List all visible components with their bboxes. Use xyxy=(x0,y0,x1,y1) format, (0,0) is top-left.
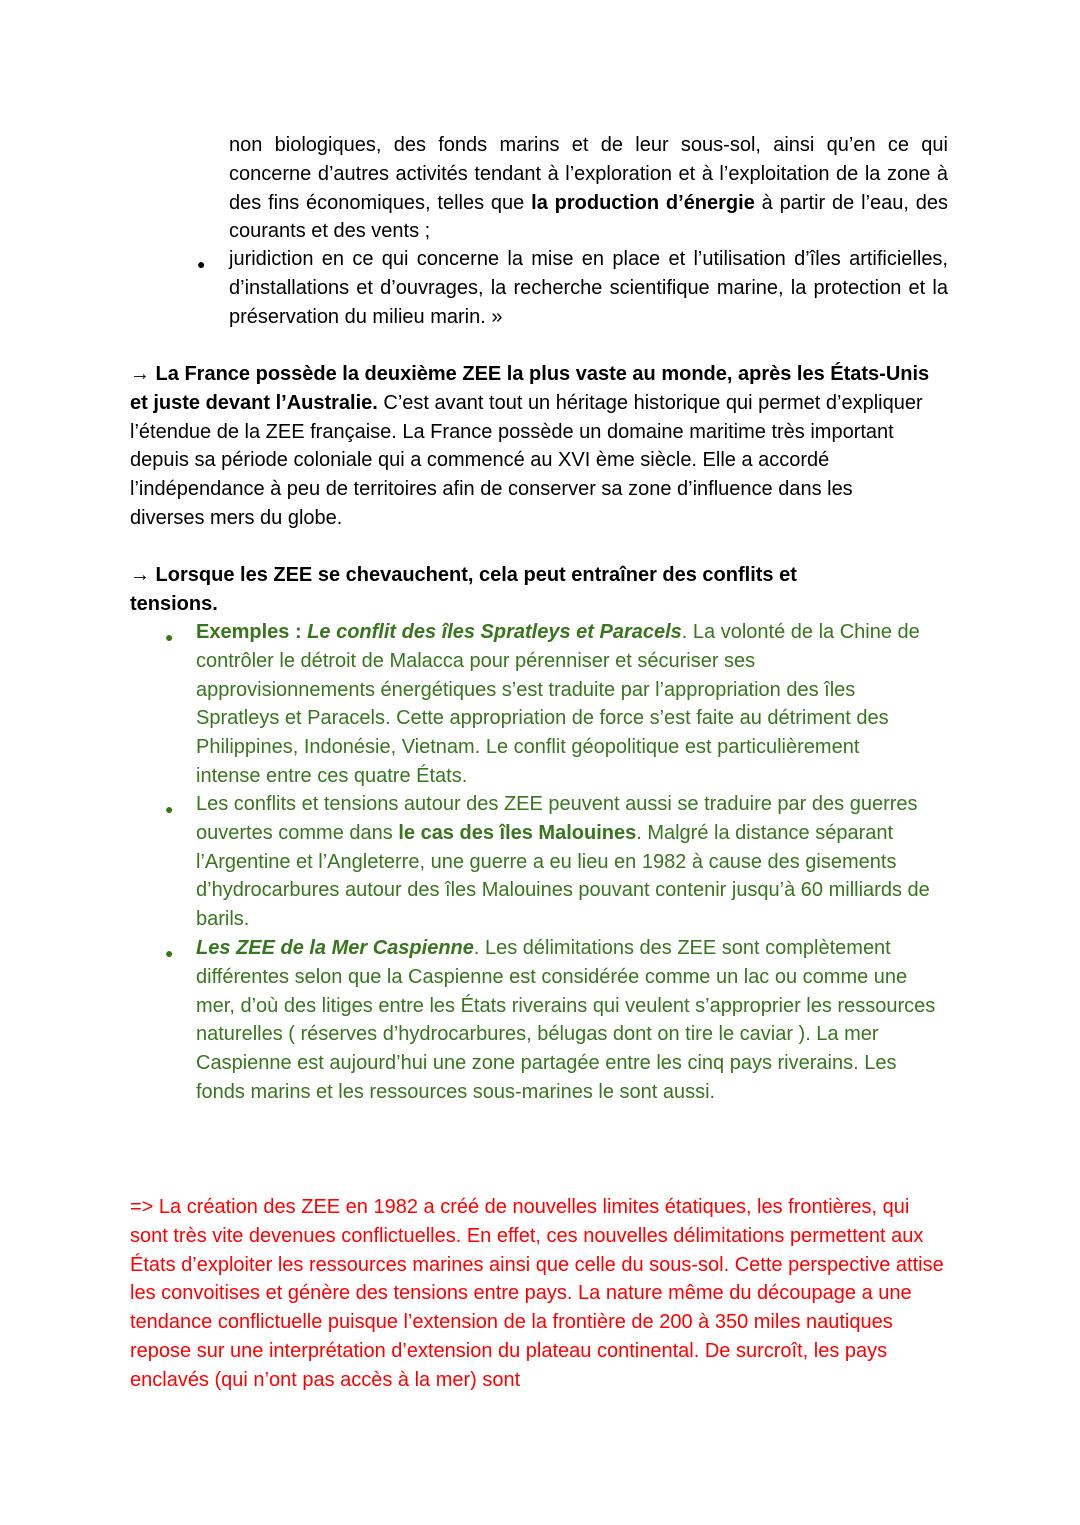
text-segment: C’est avant tout un héritage historique qui permet d’expliquer l’étendue de la ZEE française. La France possède un domaine maritime très important depuis sa période coloniale qui a commencé au XVI ème siècle. Elle a accordé l’indépendance à peu de territoires afin de conserver sa zone d’influence dans les diverses mers du globe. xyxy=(130,391,923,529)
conclusion-paragraph xyxy=(130,1193,948,1395)
text-segment: . La volonté de la Chine de contrôler le détroit de Malacca pour pérenniser et sécuriser ses approvisionnements énergétiques s’est traduite par l’appropriation des îles Spratleys et Paracels. Cette appropriation de force s’est faite au détriment des Philippines, Indonésie, Vietnam. Le conflit géopolitique est particulièrement intense entre ces quatre États. xyxy=(196,621,920,787)
france-zee-paragraph xyxy=(130,360,930,533)
quote-continuation xyxy=(229,131,948,246)
text-segment: juridiction en ce qui concerne la mise en place et l’utilisation d’îles artificielles, d’installations et d’ouvrages, la recherche scientifique marine, la protection et la préservation du milieu marin. » xyxy=(229,248,948,328)
text-segment: . Malgré la distance séparant l’Argentine et l’Angleterre, une guerre a eu lieu en 1982 à cause des gisements d’hydrocarbures autour des îles Malouines pouvant contenir jusqu’à 60 milliards de barils. xyxy=(196,821,930,931)
example-malouines xyxy=(196,790,948,934)
text-segment: Exemples : xyxy=(196,621,308,643)
text-segment: Les ZEE de la Mer Caspienne xyxy=(196,937,474,959)
text-segment: → Lorsque les ZEE se chevauchent, cela peut entraîner des conflits et tensions. xyxy=(130,564,797,615)
text-segment: non biologiques, des fonds marins et de leur sous-sol, ainsi qu’en ce qui concerne d’autres activités tendant à l’exploration et à l’exploitation de la zone à des fins économiques, telles que xyxy=(229,134,948,214)
text-segment: à partir de l’eau, des courants et des vents ; xyxy=(229,191,949,243)
text-segment: => La création des ZEE en 1982 a créé de nouvelles limites étatiques, les frontières, qui sont très vite devenues conflictuelles. En effet, ces nouvelles délimitations permettent aux États d’exploiter les ressources marines ainsi que celle du sous-sol. Cette perspective attise les convoitises et génère des tensions entre pays. La nature même du découpage a une tendance conflictuelle puisque l’extension de la frontière de 200 à 350 miles nautiques repose sur une interprétation d’extension du plateau continental. De surcroît, les pays enclavés (qui n’ont pas accès à la mer) sont xyxy=(130,1196,944,1391)
bullet-icon: ● xyxy=(165,945,174,961)
bullet-icon: ● xyxy=(165,629,174,645)
text-segment: . Les délimitations des ZEE sont complètement différentes selon que la Caspienne est considérée comme un lac ou comme une mer, d’où des litiges entre les États riverains qui veulent s’approprier les ressources naturelles ( réserves d’hydrocarbures, bélugas dont on tire le caviar ). La mer Caspienne est aujourd’hui une zone partagée entre les cinq pays riverains. Les fonds marins et les ressources sous-marines le sont aussi. xyxy=(196,937,936,1103)
text-segment: → La France possède la deuxième ZEE la plus vaste au monde, après les États-Unis et juste devant l’Australie. xyxy=(130,363,930,414)
example-spratleys xyxy=(196,618,926,791)
text-segment: Les conflits et tensions autour des ZEE peuvent aussi se traduire par des guerres ouvertes comme dans xyxy=(196,793,918,844)
bullet-icon: ● xyxy=(197,256,206,272)
text-segment: la production d’énergie xyxy=(531,191,755,214)
conflicts-heading xyxy=(130,561,890,619)
text-segment: le cas des îles Malouines xyxy=(398,821,637,844)
bullet-icon: ● xyxy=(165,801,174,817)
text-segment: Le conflit des îles Spratleys et Paracels xyxy=(307,621,682,643)
example-caspienne xyxy=(196,934,936,1107)
quote-bullet-juridiction xyxy=(229,245,948,331)
